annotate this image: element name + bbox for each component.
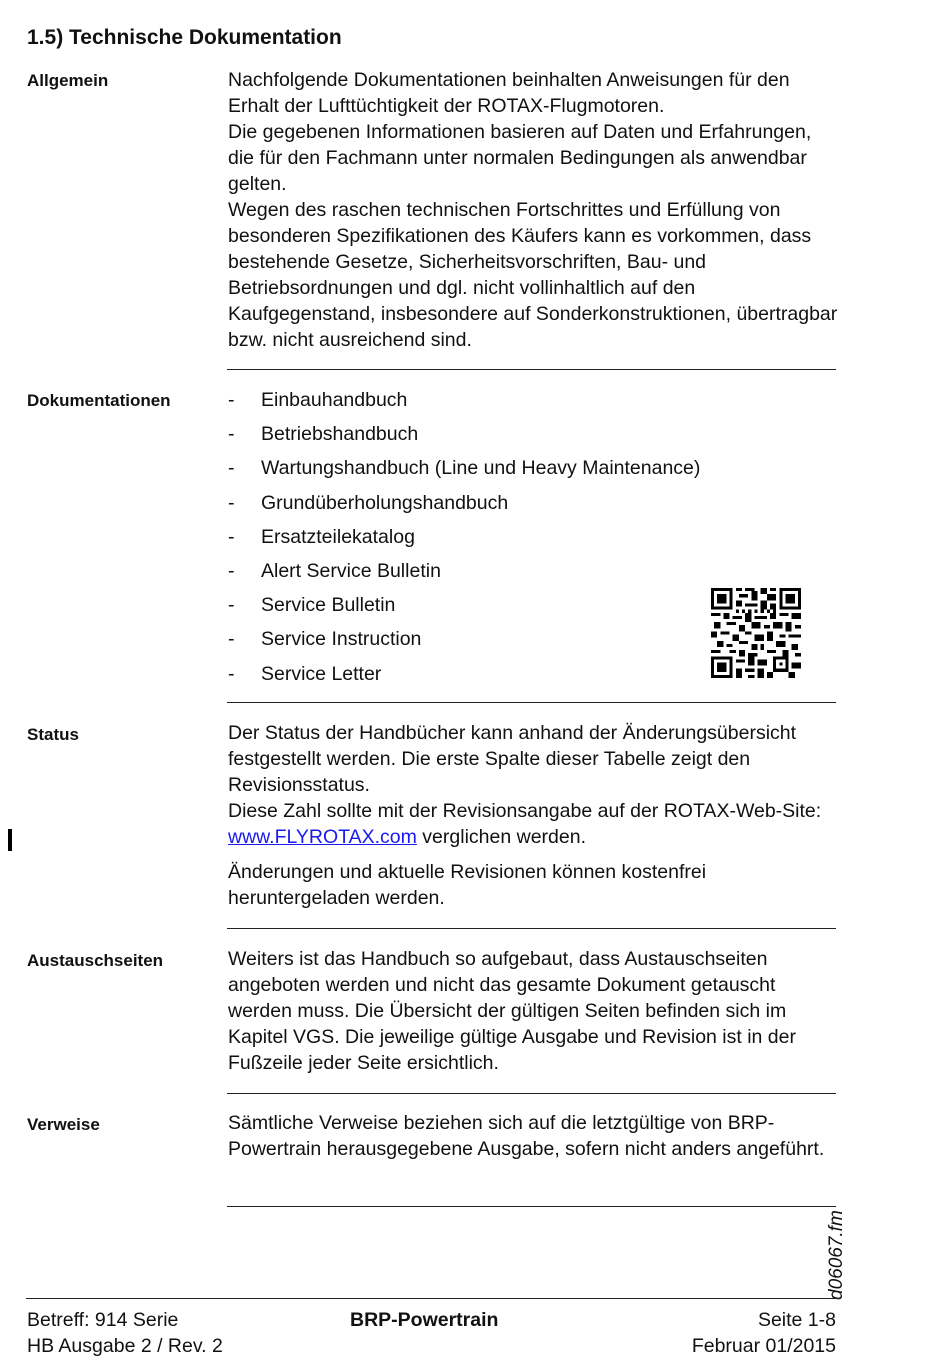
list-item-text: Service Bulletin <box>261 594 396 617</box>
footer-company: BRP-Powertrain <box>350 1309 499 1331</box>
paragraph: Nachfolgende Dokumentationen beinhalten Anweisungen für den Erhalt der Lufttüchtigkeit der ROTAX-Flugmotoren. <box>228 69 790 117</box>
section-divider <box>227 1093 836 1094</box>
section-label-status: Status <box>27 725 79 744</box>
section-body-verweise <box>228 1110 840 1162</box>
list-dash: - <box>228 491 235 514</box>
qr-code-icon <box>711 588 801 678</box>
list-dash: - <box>228 559 235 582</box>
file-code: d06067.fm <box>826 1210 847 1300</box>
list-dash: - <box>228 525 235 548</box>
section-body-allgemein <box>228 67 840 353</box>
paragraph: Wegen des raschen technischen Fortschrittes und Erfüllung von besonderen Spezifikationen des Käufers kann es vorkommen, dass bestehende Gesetze, Sicherheitsvorschriften, Bau- und Betriebsordnungen und dgl. nicht vollinhaltlich auf den Kaufgegenstand, insbesondere auf Sonderkonstruktionen, übertragbar bzw. nicht ausreichend sind. <box>228 199 838 351</box>
list-item-text: Betriebshandbuch <box>261 423 419 446</box>
section-divider <box>227 702 836 703</box>
footer-subject: Betreff: 914 Serie <box>27 1309 179 1331</box>
list-item-text: Grundüberholungshandbuch <box>261 491 509 514</box>
section-divider <box>227 369 836 370</box>
list-dash: - <box>228 594 235 617</box>
section-label-austauschseiten: Austauschseiten <box>27 951 164 970</box>
paragraph <box>228 798 840 850</box>
paragraph: Weiters ist das Handbuch so aufgebaut, dass Austauschseiten angeboten werden und nicht das gesamte Dokument getauscht werden muss. Die Übersicht der gültigen Seiten befinden sich im Kapitel VGS. Die jeweilige gültige Ausgabe und Revision ist in der Fußzeile jeder Seite ersichtlich. <box>228 948 796 1074</box>
paragraph: Sämtliche Verweise beziehen sich auf die letztgültige von BRP-Powertrain herausgegebene Ausgabe, sofern nicht anders angeführt. <box>228 1112 825 1160</box>
list-item-text: Service Instruction <box>261 628 422 651</box>
section-body-status <box>228 720 840 911</box>
list-dash: - <box>228 628 235 651</box>
footer-divider <box>26 1298 840 1299</box>
paragraph: Die gegebenen Informationen basieren auf Daten und Erfahrungen, die für den Fachmann unter normalen Bedingungen als anwendbar gelten. <box>228 121 812 195</box>
list-item-text: Service Letter <box>261 662 382 685</box>
list-item-text: Einbauhandbuch <box>261 389 408 411</box>
page-title: 1.5) Technische Dokumentation <box>27 26 342 49</box>
paragraph: Änderungen und aktuelle Revisionen können kostenfrei heruntergeladen werden. <box>228 861 707 909</box>
list-dash: - <box>228 457 235 480</box>
section-label-allgemein: Allgemein <box>27 71 109 90</box>
text-span: verglichen werden. <box>416 826 586 848</box>
list-item-text: Ersatzteilekatalog <box>261 525 415 548</box>
section-divider <box>227 1206 836 1207</box>
footer-page-number: Seite 1-8 <box>757 1309 836 1331</box>
section-label-dokumentationen: Dokumentationen <box>27 391 171 410</box>
section-label-verweise: Verweise <box>27 1115 100 1134</box>
list-dash: - <box>228 662 235 685</box>
paragraph: Der Status der Handbücher kann anhand der Änderungsübersicht festgestellt werden. Die erste Spalte dieser Tabelle zeigt den Revisionsstatus. <box>228 722 797 796</box>
flyrotax-link[interactable]: www.FLYROTAX.com <box>228 826 417 848</box>
text-span: Diese Zahl sollte mit der Revisionsangabe auf der ROTAX-Web-Site: <box>228 800 822 822</box>
change-bar <box>8 829 12 851</box>
section-body-austauschseiten <box>228 946 840 1076</box>
list-dash: - <box>228 389 235 411</box>
list-item-text: Wartungshandbuch (Line und Heavy Maintenance) <box>261 457 701 480</box>
footer-date: Februar 01/2015 <box>691 1335 836 1357</box>
list-item-text: Alert Service Bulletin <box>261 559 441 582</box>
list-dash: - <box>228 423 235 446</box>
section-divider <box>227 928 836 929</box>
footer-edition: HB Ausgabe 2 / Rev. 2 <box>27 1335 223 1357</box>
